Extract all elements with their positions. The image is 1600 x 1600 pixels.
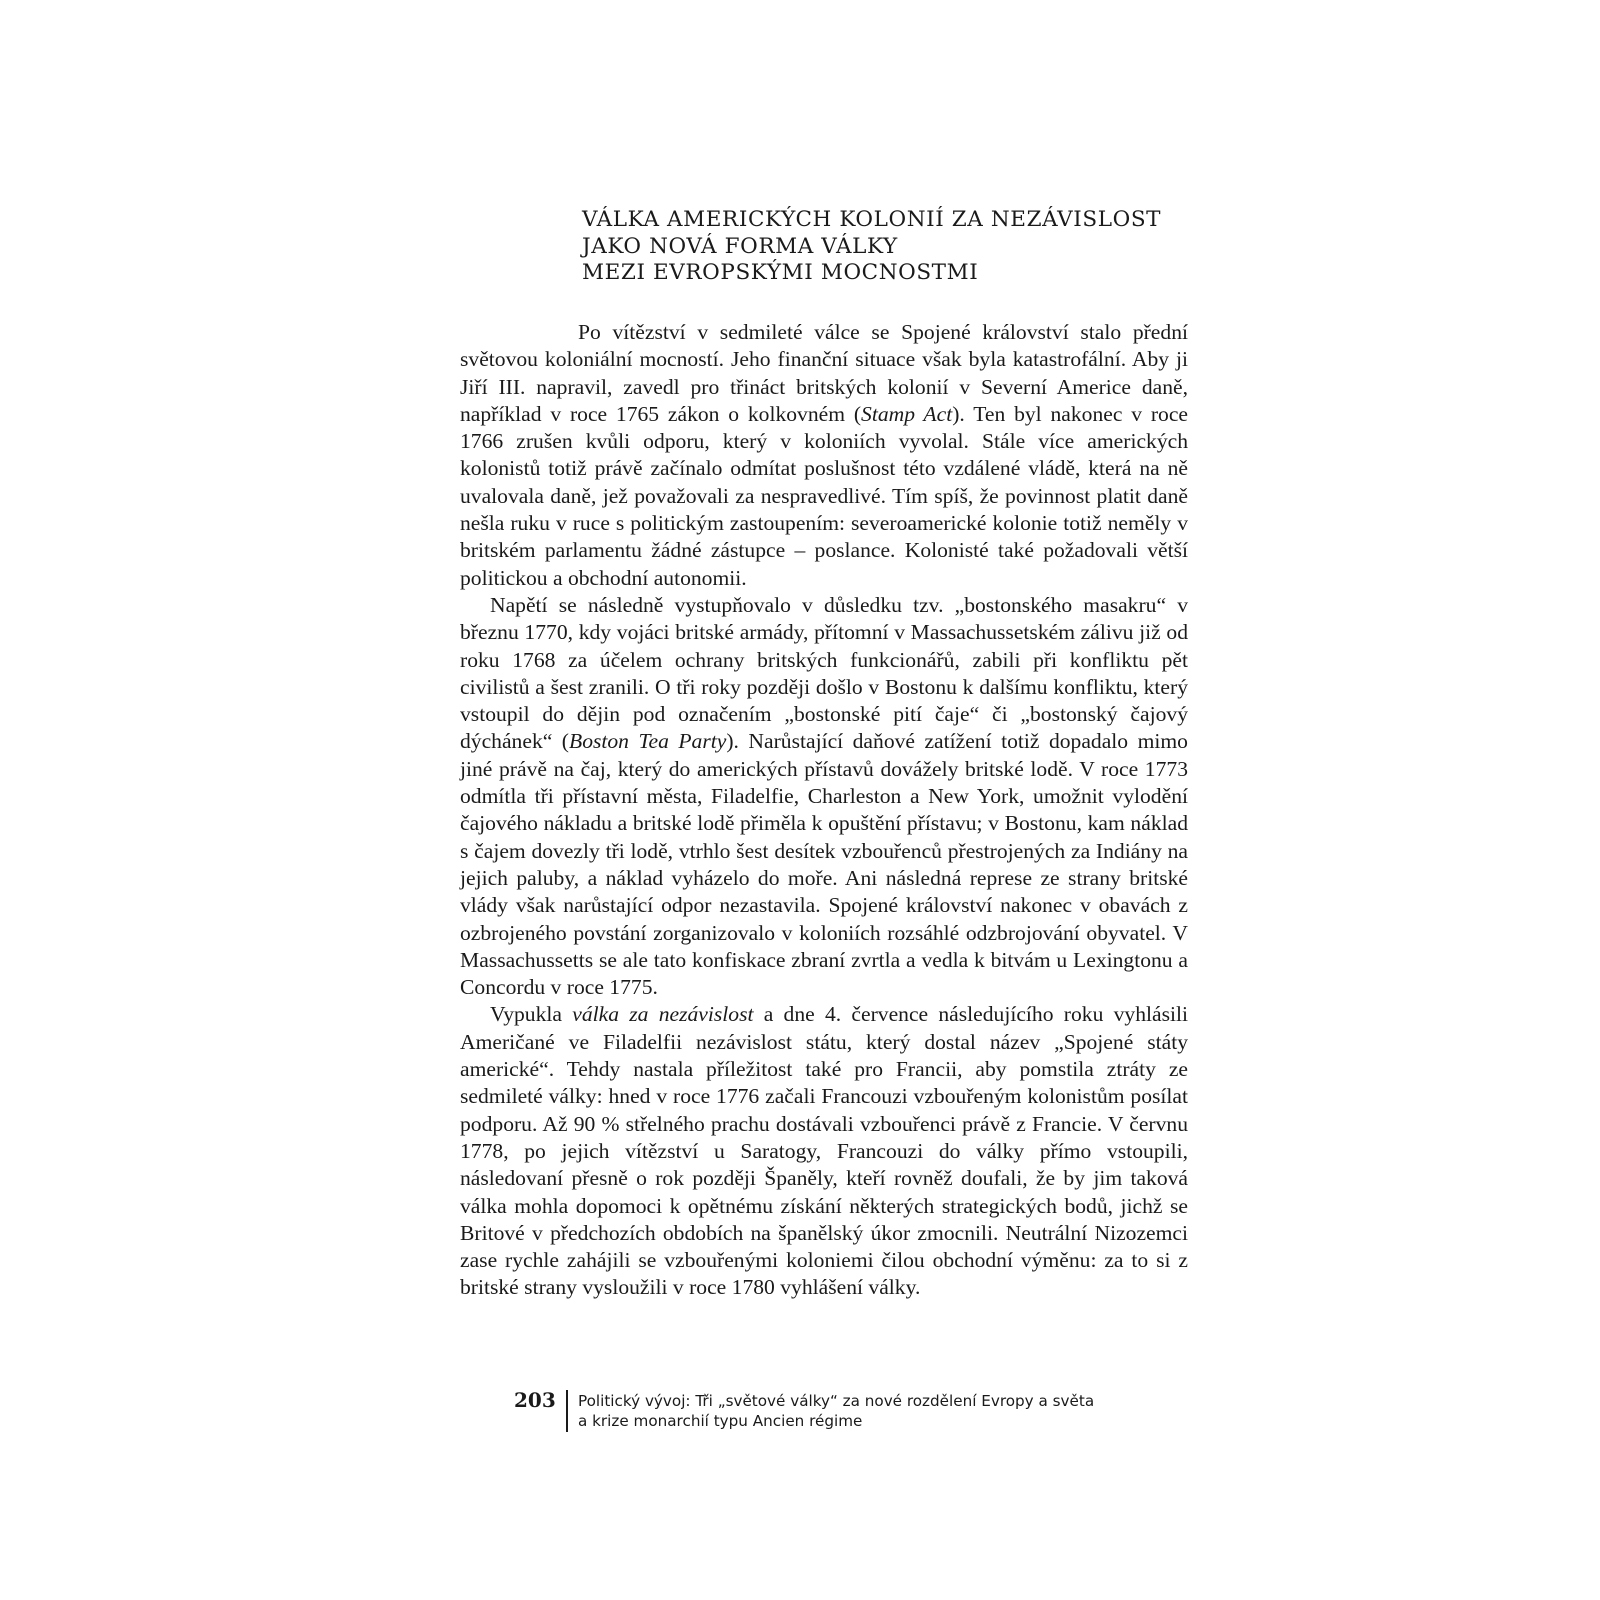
chapter-heading-line-3: MEZI EVROPSKÝMI MOCNOSTMI: [582, 260, 979, 285]
paragraph-3-text-b: a dne 4. července následujícího roku vyhlásili Američané ve Filadelfii nezávislost státu, který dostal název „Spojené státy americké“. Tehdy nastala příležitost také pro Francii, aby pomstila ztráty ze sedmileté války: hned v roce 1776 začali Francouzi vzbouřeným kolonistům posílat podporu. Až 90 % střelného prachu dostávali vzbouřenci právě z Francie. V červnu 1778, po jejich vítězství u Saratogy, Francouzi do války přímo vstoupili, následovaní přesně o rok později Španěly, kteří rovněž doufali, že by jim taková válka mohla dopomoci k opětnému získání některých strategických bodů, jichž se Britové v předchozích obdobích na španělský úkor zmocnili. Neutrální Nizozemci zase rychle zahájili se vzbouřenými koloniemi čilou obchodní výměnu: za to si z britské strany vysloužili v roce 1780 vyhlášení války.: [460, 1002, 1188, 1300]
chapter-heading-line-1: VÁLKA AMERICKÝCH KOLONIÍ ZA NEZÁVISLOST: [582, 207, 1162, 232]
footer-divider: [566, 1390, 568, 1432]
paragraph-1-italic-stamp-act: Stamp Act: [861, 401, 953, 426]
page-footer: [514, 1390, 1154, 1434]
page-number: 203: [514, 1388, 556, 1412]
chapter-heading-line-2: JAKO NOVÁ FORMA VÁLKY: [582, 233, 898, 259]
running-title-line-2: a krize monarchií typu Ancien régime: [578, 1412, 863, 1430]
paragraph-2-text-a: Napětí se následně vystupňovalo v důsledku tzv. „bostonského masakru“ v březnu 1770, kdy vojáci britské armády, přítomní v Massachussetském zálivu již od roku 1768 za účelem ochrany britských funkcionářů, zabili při konfliktu pět civilistů a šest zranili. O tři roky později došlo v Bostonu k dalšímu konfliktu, který vstoupil do dějin pod označením „bostonské pití čaje“ či „bostonský čajový dýchánek“ (: [460, 592, 1188, 754]
running-title: [578, 1391, 1094, 1431]
paragraph-1-text-b: ). Ten byl nakonec v roce 1766 zrušen kvůli odporu, který v koloniích vyvolal. Stále více amerických kolonistů totiž právě začínalo odmítat poslušnost této vzdálené vládě, která na ně uvalovala daně, jež považovali za nespravedlivé. Tím spíš, že povinnost platit daně nešla ruku v ruce s politickým zastoupením: severoamerické kolonie totiž neměly v britském parlamentu žádné zástupce – poslance. Kolonisté také požadovali větší politickou a obchodní autonomii.: [460, 401, 1188, 590]
paragraph-1: [460, 319, 1188, 592]
paragraph-1-text-a: Po vítězství v sedmileté válce se Spojené království stalo přední světovou koloniální mocností. Jeho finanční situace však byla katastrofální. Aby ji Jiří III. napravil, zavedl pro třináct britských kolonií v Severní Americe daně, například v roce 1765 zákon o kolkovném (: [460, 320, 1188, 426]
paragraph-2-italic-boston-tea-party: Boston Tea Party: [569, 729, 727, 754]
paragraph-3: [460, 1001, 1188, 1301]
paragraph-3-italic-war-of-independence: válka za nezávislost: [572, 1002, 754, 1027]
paragraph-2: [460, 592, 1188, 1001]
body-text: [460, 319, 1188, 1302]
paragraph-2-text-b: ). Narůstající daňové zatížení totiž dopadalo mimo jiné právě na čaj, který do amerických přístavů dovážely britské lodě. V roce 1773 odmítla tři přístavní města, Filadelfie, Charleston a New York, umožnit vylodění čajového nákladu a britské lodě přiměla k opuštění přístavu; v Bostonu, kam náklad s čajem dovezly tři lodě, vtrhlo šest desítek vzbouřenců přestrojených za Indiány na jejich paluby, a náklad vyházelo do moře. Ani následná represe ze strany britské vlády však narůstající odpor nezastavila. Spojené království nakonec v obavách z ozbrojeného povstání zorganizovalo v koloniích rozsáhlé odzbrojování obyvatel. V Massachussetts se ale tato konfiskace zbraní zvrtla a vedla k bitvám u Lexingtonu a Concordu v roce 1775.: [460, 729, 1188, 1000]
paragraph-3-text-a: Vypukla: [490, 1002, 573, 1027]
chapter-heading: [582, 207, 1202, 287]
running-title-line-1: Politický vývoj: Tři „světové války“ za nové rozdělení Evropy a světa: [578, 1392, 1095, 1410]
